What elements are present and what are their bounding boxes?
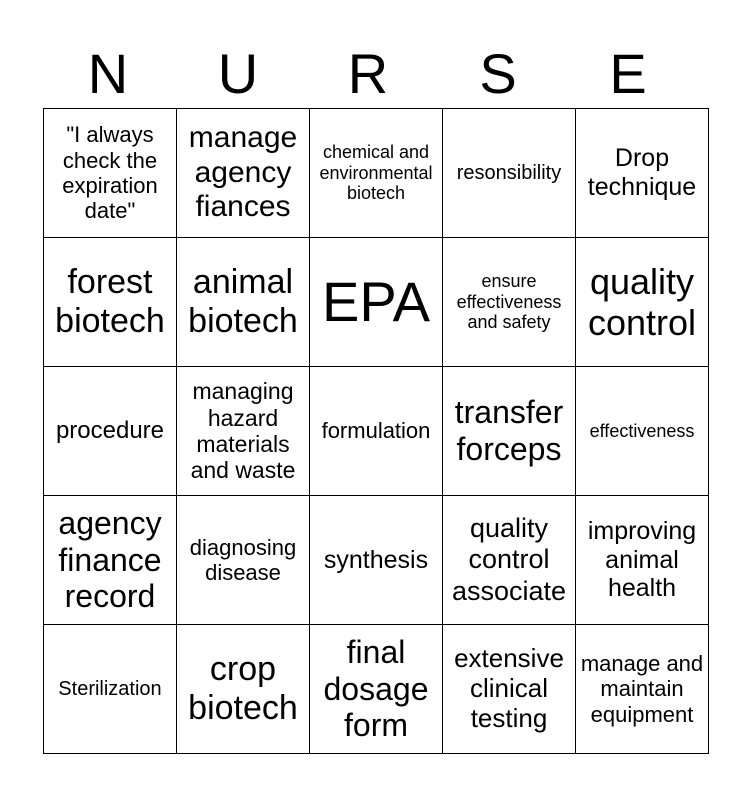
bingo-cell[interactable]: managing hazard materials and waste	[177, 367, 310, 496]
grid-row	[44, 625, 709, 754]
bingo-cell[interactable]: transfer forceps	[443, 367, 576, 496]
header-letter-r: R	[347, 42, 389, 105]
bingo-cell[interactable]: formulation	[310, 367, 443, 496]
bingo-cell[interactable]: chemical and environmental biotech	[310, 109, 443, 238]
header-letter-s: S	[479, 42, 517, 105]
bingo-cell[interactable]: Sterilization	[44, 625, 177, 754]
bingo-cell[interactable]: forest biotech	[44, 238, 177, 367]
bingo-cell[interactable]: procedure	[44, 367, 177, 496]
grid-row	[44, 109, 709, 238]
header-letter-n: N	[87, 42, 129, 105]
grid-row	[44, 367, 709, 496]
bingo-cell[interactable]: "I always check the expiration date"	[44, 109, 177, 238]
bingo-grid	[43, 108, 709, 754]
bingo-cell[interactable]: quality control associate	[443, 496, 576, 625]
bingo-cell[interactable]: ensure effectiveness and safety	[443, 238, 576, 367]
bingo-cell[interactable]: improving animal health	[576, 496, 709, 625]
bingo-cell[interactable]: synthesis	[310, 496, 443, 625]
grid-row	[44, 238, 709, 367]
bingo-cell[interactable]: Drop technique	[576, 109, 709, 238]
grid-row	[44, 496, 709, 625]
bingo-cell[interactable]: extensive clinical testing	[443, 625, 576, 754]
bingo-cell[interactable]: effectiveness	[576, 367, 709, 496]
bingo-cell[interactable]: manage agency fiances	[177, 109, 310, 238]
bingo-cell[interactable]: manage and maintain equipment	[576, 625, 709, 754]
bingo-header	[43, 40, 693, 108]
bingo-cell[interactable]: agency finance record	[44, 496, 177, 625]
bingo-cell[interactable]: EPA	[310, 238, 443, 367]
bingo-cell[interactable]: crop biotech	[177, 625, 310, 754]
bingo-cell[interactable]: quality control	[576, 238, 709, 367]
header-letter-u: U	[217, 42, 259, 105]
bingo-cell[interactable]: final dosage form	[310, 625, 443, 754]
bingo-cell[interactable]: animal biotech	[177, 238, 310, 367]
header-letter-e: E	[609, 42, 647, 105]
bingo-cell[interactable]: resonsibility	[443, 109, 576, 238]
bingo-cell[interactable]: diagnosing disease	[177, 496, 310, 625]
